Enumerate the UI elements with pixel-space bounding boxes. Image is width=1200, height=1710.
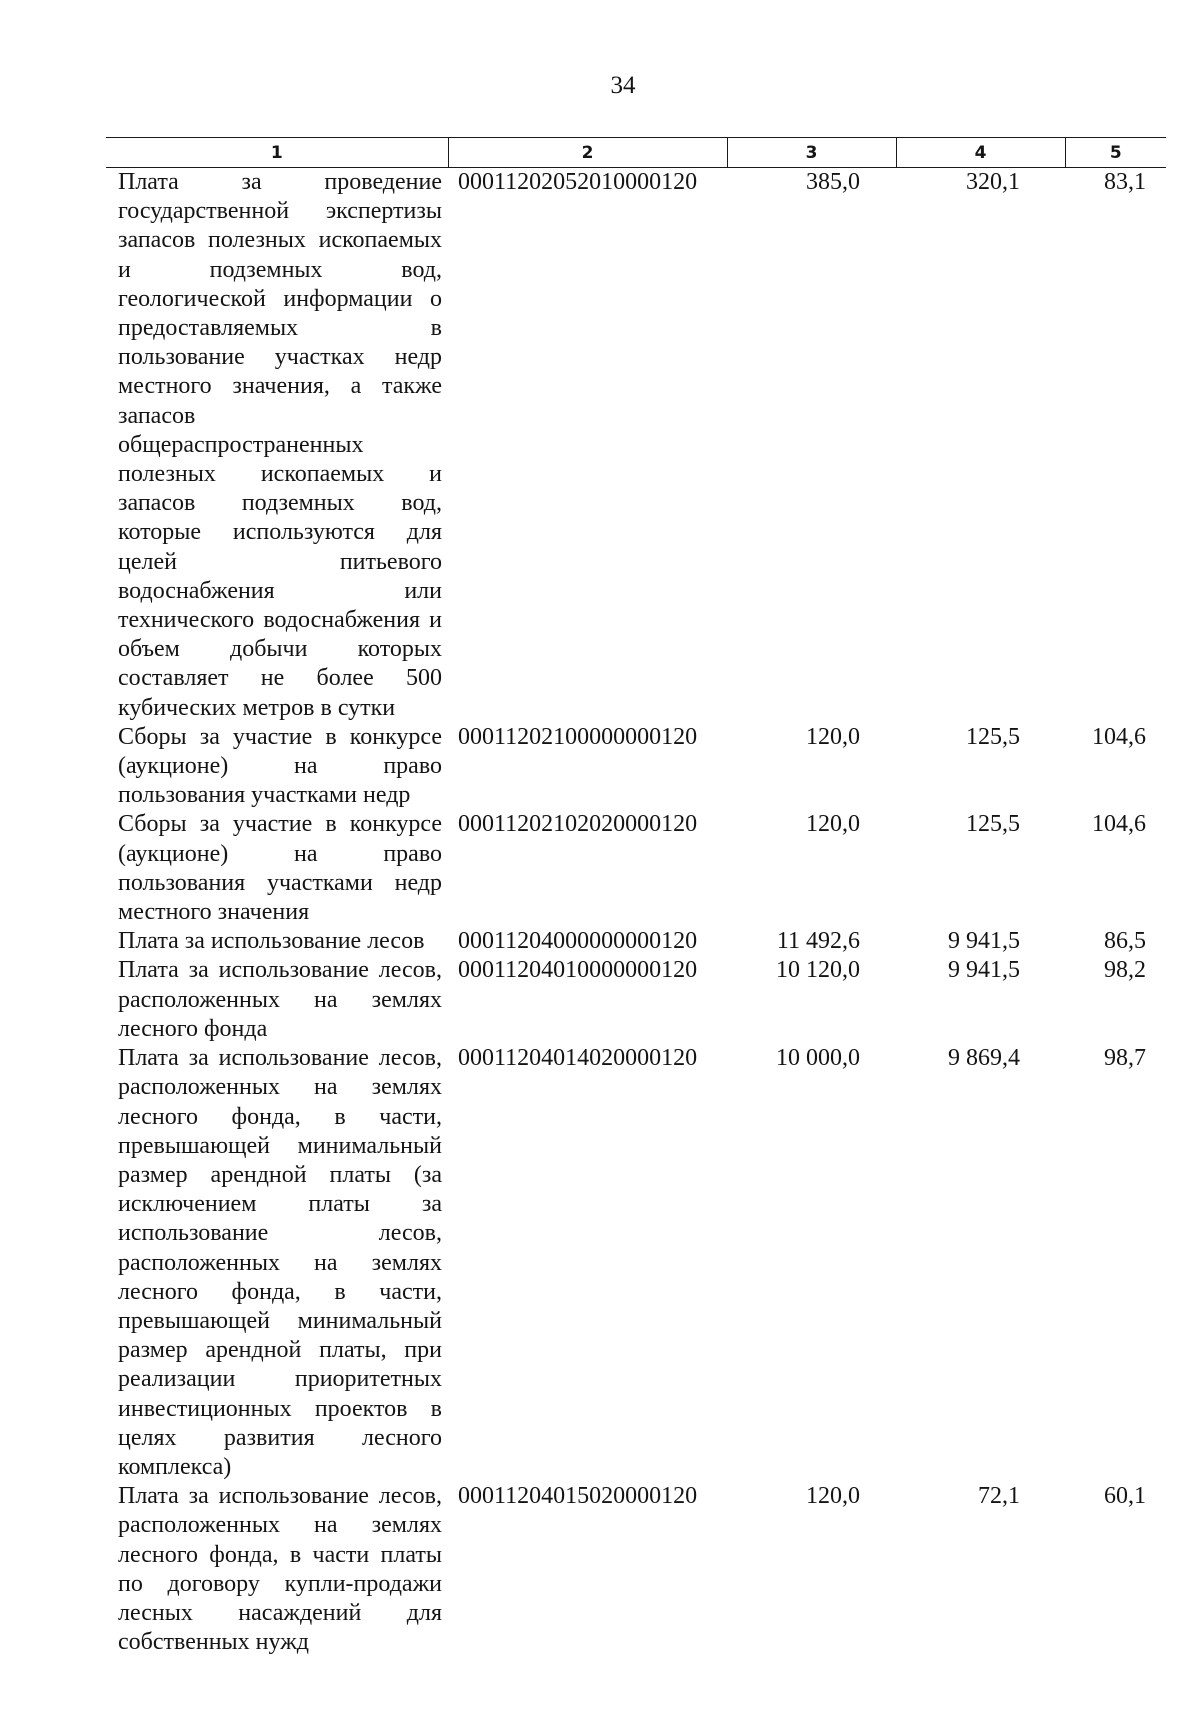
row-plan: 120,0 (806, 723, 860, 750)
row-fact: 125,5 (966, 723, 1020, 750)
row-fact: 72,1 (978, 1483, 1020, 1510)
row-name: Плата за проведение государственной экспертизы запасов полезных ископаемых и подземных вод, геологической информации о предоставляемых в пользование участках недр местного значения, а также запасов общераспространенных полезных ископаемых и запасов подземных вод, которые используются для целей питьевого водоснабжения или технического водоснабжения и объем добычи которых составляет не более 500 кубических метров в сутки (118, 169, 442, 721)
table-row (106, 1482, 1166, 1657)
row-code: 00011202052010000120 (458, 169, 698, 195)
row-fact: 9 941,5 (948, 957, 1020, 984)
row-code: 00011202100000000120 (458, 723, 698, 750)
row-code: 00011204000000000120 (458, 928, 698, 955)
column-header-1: 1 (106, 138, 448, 168)
table-header (106, 138, 1166, 168)
row-code: 00011202102020000120 (458, 811, 698, 838)
row-name: Сборы за участие в конкурсе (аукционе) на право пользования участками недр местного значения (118, 811, 442, 926)
revenue-table (106, 137, 1166, 1657)
row-percent: 86,5 (1104, 928, 1146, 955)
row-name: Плата за использование лесов, расположенных на землях лесного фонда (118, 957, 442, 1042)
row-percent: 60,1 (1104, 1483, 1146, 1510)
column-header-2: 2 (448, 138, 727, 168)
row-code: 00011204014020000120 (458, 1045, 698, 1072)
row-code: 00011204010000000120 (458, 957, 698, 984)
row-plan: 10 000,0 (776, 1045, 860, 1072)
table-row (106, 1044, 1166, 1482)
row-fact: 320,1 (966, 169, 1020, 195)
table-row (106, 956, 1166, 1044)
row-plan: 10 120,0 (776, 957, 860, 984)
table-row (106, 723, 1166, 811)
row-fact: 9 869,4 (948, 1045, 1020, 1072)
row-percent: 83,1 (1104, 169, 1146, 195)
row-name: Плата за использование лесов, расположенных на землях лесного фонда, в части, превышающей минимальный размер арендной платы (за исключением платы за использование лесов, расположенных на землях лесного фонда, в части, превышающей минимальный размер арендной платы, при реализации приоритетных инвестиционных проектов в целях развития лесного комплекса) (118, 1045, 442, 1480)
row-name: Плата за использование лесов (118, 928, 425, 955)
row-code: 00011204015020000120 (458, 1483, 698, 1510)
row-percent: 98,7 (1104, 1045, 1146, 1072)
row-percent: 104,6 (1092, 811, 1146, 838)
row-name: Сборы за участие в конкурсе (аукционе) на право пользования участками недр (118, 723, 442, 809)
table-row (106, 168, 1166, 723)
header-row (106, 138, 1166, 168)
row-plan: 11 492,6 (776, 928, 860, 955)
row-plan: 385,0 (806, 169, 860, 195)
row-fact: 9 941,5 (948, 928, 1020, 955)
row-plan: 120,0 (806, 811, 860, 838)
page-number: 34 (610, 72, 636, 99)
table-row (106, 927, 1166, 956)
table-row (106, 810, 1166, 927)
row-plan: 120,0 (806, 1483, 860, 1510)
row-fact: 125,5 (966, 811, 1020, 838)
row-name: Плата за использование лесов, расположенных на землях лесного фонда, в части платы по договору купли-продажи лесных насаждений для собственных нужд (118, 1483, 442, 1656)
table-body (106, 168, 1166, 1658)
column-header-5: 5 (1065, 138, 1166, 168)
row-percent: 98,2 (1104, 957, 1146, 984)
column-header-4: 4 (896, 138, 1065, 168)
column-header-3: 3 (727, 138, 896, 168)
row-percent: 104,6 (1092, 723, 1146, 750)
